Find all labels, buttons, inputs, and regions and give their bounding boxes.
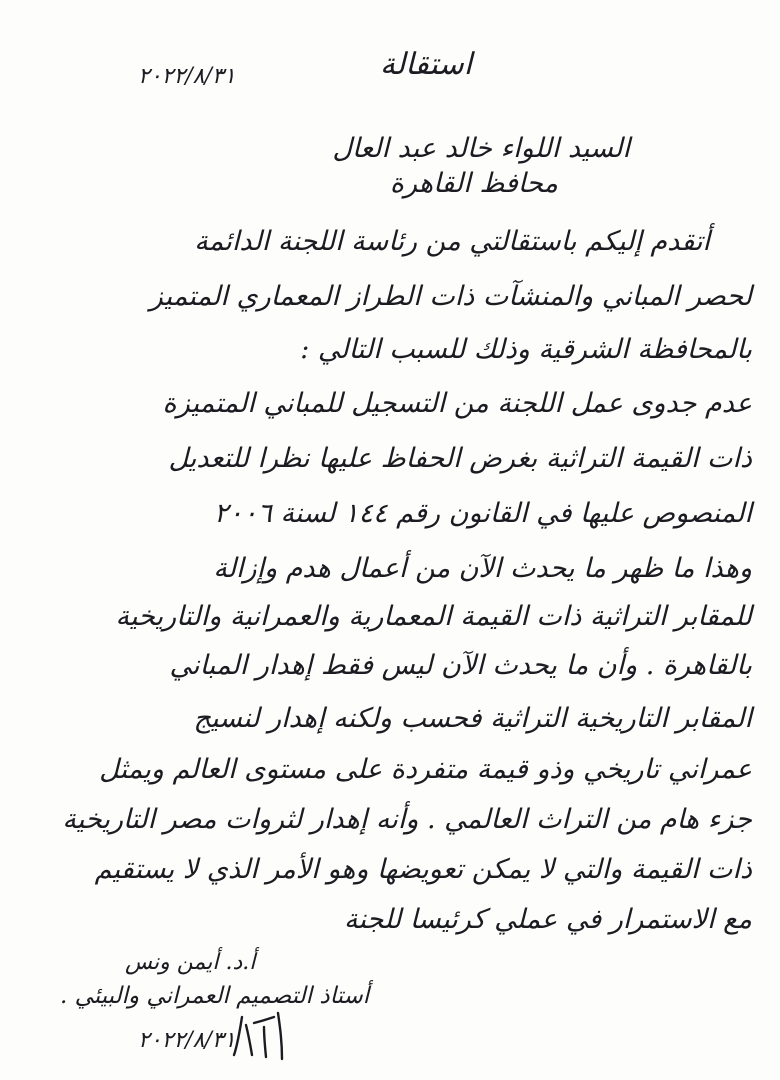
letter-body-line: ذات القيمة التراثية بغرض الحفاظ عليها نظرا للتعديل — [168, 443, 752, 474]
letter-body-line: لحصر المباني والمنشآت ذات الطراز المعماري المتميز — [149, 281, 752, 312]
handwritten-signature — [228, 1003, 288, 1063]
letter-body-line: المقابر التاريخية التراثية فحسب ولكنه إهدار لنسيج — [193, 703, 752, 734]
letter-body-line: بالقاهرة . وأن ما يحدث الآن ليس فقط إهدار المباني — [169, 650, 752, 681]
letter-body-line: عمراني تاريخي وذو قيمة متفردة على مستوى العالم ويمثل — [99, 754, 752, 785]
letter-body-line: للمقابر التراثية ذات القيمة المعمارية والعمرانية والتاريخية — [115, 601, 752, 632]
letter-body-line: وهذا ما ظهر ما يحدث الآن من أعمال هدم وإزالة — [213, 553, 752, 584]
letter-body-line: عدم جدوى عمل اللجنة من التسجيل للمباني المتميزة — [162, 388, 752, 419]
letter-body-line: أتقدم إليكم باستقالتي من رئاسة اللجنة الدائمة — [194, 226, 710, 257]
letter-body-line: ذات القيمة والتي لا يمكن تعويضها وهو الأمر الذي لا يستقيم — [94, 854, 752, 885]
letter-body-line: المنصوص عليها في القانون رقم ١٤٤ لسنة ٢٠٠٦ — [213, 498, 752, 529]
letter-subject: استقالة — [380, 47, 473, 82]
letter-body-line: بالمحافظة الشرقية وذلك للسبب التالي : — [300, 334, 752, 365]
letter-date-top: ٢٠٢٢/٨/٣١ — [138, 64, 236, 89]
letter-body-line: مع الاستمرار في عملي كرئيسا للجنة — [344, 904, 752, 935]
letter-body-line: جزء هام من التراث العالمي . وأنه إهدار لثروات مصر التاريخية — [62, 804, 752, 835]
letter-date-bottom: ٢٠٢٢/٨/٣١ — [138, 1028, 236, 1053]
letter-addressee: السيد اللواء خالد عبد العال — [332, 133, 630, 164]
signatory-name: أ.د. أيمن ونس — [125, 950, 256, 975]
letter-governorate: محافظ القاهرة — [389, 168, 558, 199]
signatory-title: أستاذ التصميم العمراني والبيئي . — [60, 983, 370, 1009]
